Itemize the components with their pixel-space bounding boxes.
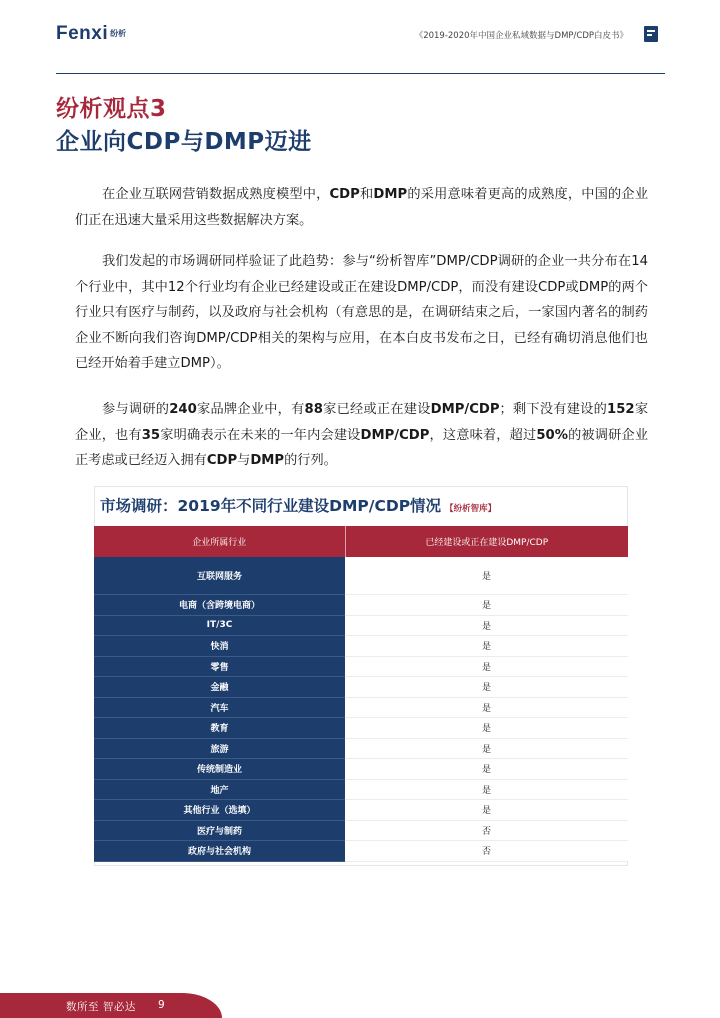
text-run: 家明确表示在未来的一年内会建设: [160, 427, 361, 443]
industry-cell: 传统制造业: [94, 759, 345, 780]
text-run: 与: [237, 453, 251, 468]
paragraph-2: [75, 249, 648, 377]
status-cell: 否: [345, 820, 628, 841]
text-run: 家品牌企业中，有: [196, 402, 305, 417]
text-run: 的采用意味着更高的成熟度，中国的企业们正在迅速大量采用这些数据解决方案。: [75, 187, 649, 228]
table-row: [94, 615, 628, 636]
table-row: [94, 800, 628, 821]
status-cell: 是: [345, 718, 628, 739]
status-cell: 是: [345, 738, 628, 759]
text-run: 的被调研企业正考虑或已经迈入拥有: [75, 427, 649, 468]
text-run: 35: [141, 427, 161, 443]
status-cell: 是: [345, 677, 628, 698]
status-cell: 是: [345, 697, 628, 718]
logo-text: Fenxi: [56, 23, 109, 44]
table-header-row: [94, 526, 628, 557]
industry-cell: 医疗与制药: [94, 820, 345, 841]
table-title-text: 市场调研：2019年不同行业建设DMP/CDP情况: [100, 497, 442, 515]
table-row: [94, 841, 628, 862]
text-run: 152: [607, 402, 635, 417]
table-row: [94, 738, 628, 759]
status-cell: 是: [345, 656, 628, 677]
brand-logo: [56, 23, 126, 45]
industry-cell: 汽车: [94, 697, 345, 718]
text-run: 88: [304, 402, 323, 417]
status-cell: 否: [345, 841, 628, 862]
text-run: ，这意味着，超过: [429, 427, 537, 443]
industry-cell: 零售: [94, 656, 345, 677]
industry-cell: 教育: [94, 718, 345, 739]
survey-table: [94, 526, 628, 862]
section-heading-title: 企业向CDP与DMP迈进: [56, 129, 312, 155]
document-title: 《2019-2020年中国企业私域数据与DMP/CDP白皮书》: [414, 31, 628, 41]
page-number: 9: [158, 999, 165, 1011]
status-cell: 是: [345, 595, 628, 616]
industry-cell: 互联网服务: [94, 557, 345, 595]
text-run: 240: [169, 402, 197, 417]
table-row: [94, 656, 628, 677]
status-cell: 是: [345, 615, 628, 636]
table-row: [94, 595, 628, 616]
logo-subtext: 纷析: [110, 29, 127, 38]
industry-cell: 电商（含跨境电商）: [94, 595, 345, 616]
document-icon: [644, 26, 658, 42]
text-run: DMP/CDP: [430, 402, 500, 417]
text-run: DMP: [373, 187, 408, 202]
text-run: DMP: [250, 453, 285, 468]
industry-cell: 旅游: [94, 738, 345, 759]
text-run: 的行列。: [284, 453, 337, 468]
table-title: [100, 494, 496, 516]
section-heading-label: 纷析观点3: [56, 96, 167, 122]
table-row: [94, 759, 628, 780]
table-source: 【纷析智库】: [445, 504, 497, 514]
text-run: DMP/CDP: [360, 427, 430, 443]
text-run: CDP: [206, 453, 238, 468]
industry-cell: 其他行业（选填）: [94, 800, 345, 821]
paragraph-1: [75, 182, 648, 233]
text-run: 家企业，也有: [75, 402, 649, 443]
industry-cell: 金融: [94, 677, 345, 698]
text-run: 我们发起的市场调研同样验证了此趋势：参与“纷析智库”DMP/CDP调研的企业一共分布在14个行业中，其中12个行业均有企业已经建设或正在建设DMP/CDP，而没有建设CDP或DMP的两个行业只有医疗与制药，以及政府与社会机构（有意思的是，在调研结束之后，一家国内著名的制药企业不断向我们咨询DMP/CDP相关的架构与应用，在本白皮书发布之日，已经有确切消息他们也已经开始着手建立DMP）。: [75, 254, 648, 371]
table-row: [94, 557, 628, 595]
table-row: [94, 718, 628, 739]
status-cell: 是: [345, 779, 628, 800]
text-run: CDP: [329, 187, 360, 202]
text-run: 和: [359, 187, 374, 202]
status-cell: 是: [345, 636, 628, 657]
industry-cell: 政府与社会机构: [94, 841, 345, 862]
text-run: 在企业互联网营销数据成熟度模型中，: [102, 187, 330, 202]
industry-cell: IT/3C: [94, 615, 345, 636]
text-run: ；剩下没有建设的: [499, 402, 608, 417]
table-row: [94, 677, 628, 698]
text-run: 家已经或正在建设: [322, 402, 431, 417]
industry-cell: 快消: [94, 636, 345, 657]
text-run: 参与调研的: [102, 402, 170, 417]
column-header-industry: 企业所属行业: [94, 526, 345, 557]
status-cell: 是: [345, 557, 628, 595]
table-row: [94, 636, 628, 657]
status-cell: 是: [345, 800, 628, 821]
industry-cell: 地产: [94, 779, 345, 800]
header-divider: [56, 73, 665, 74]
text-run: 50%: [536, 427, 568, 443]
status-cell: 是: [345, 759, 628, 780]
table-row: [94, 779, 628, 800]
table-row: [94, 820, 628, 841]
table-row: [94, 697, 628, 718]
column-header-status: 已经建设或正在建设DMP/CDP: [345, 526, 628, 557]
footer-slogan: 数所至 智必达: [66, 1001, 136, 1013]
paragraph-3: [75, 397, 648, 474]
